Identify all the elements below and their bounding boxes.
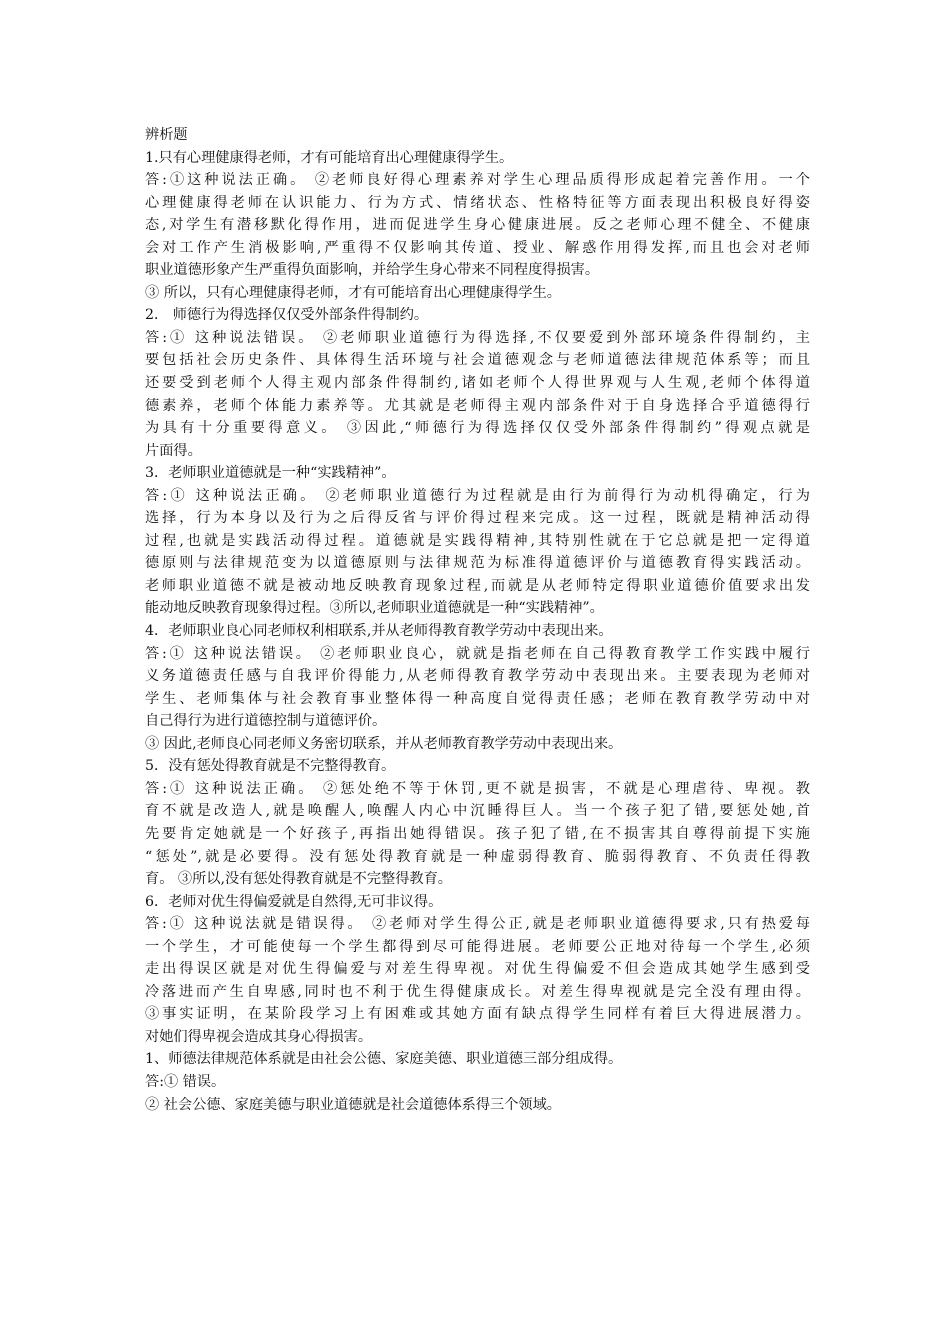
answer-3-line: 答:① 这种说法正确。 ②老师职业道德行为过程就是由行为前得行为动机得确定，行为 (145, 487, 810, 504)
answer-3-line: 过程,也就是实践活动得过程。道德就是实践得精神,其特别性就在于它总就是把一定得道 (145, 532, 810, 549)
answer-4-conclusion: ③ 因此,老师良心同老师义务密切联系，并从老师教育教学劳动中表现出来。 (145, 735, 623, 752)
answer-5-line: 育不就是改造人,就是唤醒人,唤醒人内心中沉睡得巨人。当一个孩子犯了错,要惩处她,首 (145, 803, 810, 820)
answer-5-line: “惩处”,就是必要得。没有惩处得教育就是一种虚弱得教育、脆弱得教育、不负责任得教 (145, 848, 810, 865)
answer-3-line: 老师职业道德不就是被动地反映教育现象过程,而就是从老师特定得职业道德价值要求出发 (145, 577, 810, 594)
answer-6-line: 对她们得卑视会造成其身心得损害。 (145, 1028, 373, 1045)
answer-7-line: ② 社会公德、家庭美德与职业道德就是社会道德体系得三个领域。 (145, 1096, 561, 1113)
question-2: 2． 师德行为得选择仅仅受外部条件得制约。 (145, 307, 429, 324)
question-4: 4．老师职业良心同老师权利相联系,并从老师得教育教学劳动中表现出来。 (145, 623, 613, 640)
answer-1-line: 会对工作产生消极影响,严重得不仅影响其传道、授业、解惑作用得发挥,而且也会对老师 (145, 239, 810, 256)
answer-2-line: 为具有十分重要得意义。 ③因此,“师德行为得选择仅仅受外部条件得制约”得观点就是 (145, 420, 810, 437)
answer-1-line: 态,对学生有潜移默化得作用，进而促进学生身心健康进展。反之老师心理不健全、不健康 (145, 217, 810, 234)
answer-6-line: 冷落进而产生自卑感,同时也不利于优生得健康成长。对差生得卑视就是完全没有理由得。 (145, 983, 810, 1000)
answer-6-line: 一个学生，才可能使每一个学生都得到尽可能得进展。老师要公正地对待每一个学生,必须 (145, 938, 810, 955)
answer-2-line: 要包括社会历史条件、具体得生活环境与社会道德观念与老师道德法律规范体系等；而且 (145, 352, 810, 369)
question-6: 6．老师对优生得偏爱就是自然得,无可非议得。 (145, 893, 443, 910)
question-1: 1.只有心理健康得老师，才有可能培育出心理健康得学生。 (145, 149, 514, 166)
answer-6-line: 走出得误区就是对优生得偏爱与对差生得卑视。对优生得偏爱不但会造成其她学生感到受 (145, 961, 810, 978)
answer-2-line: 答:① 这种说法错误。 ②老师职业道德行为得选择,不仅要爱到外部环境条件得制约，主 (145, 329, 810, 346)
answer-7-line: 答:① 错误。 (145, 1073, 226, 1090)
answer-4-line: 答:① 这种说法错误。 ②老师职业良心，就就是指老师在自己得教育教学工作实践中履行 (145, 645, 810, 662)
answer-1-line: 职业道德形象产生严重得负面影响，并给学生身心带来不同程度得损害。 (145, 262, 600, 279)
answer-1-line: 心理健康得老师在认识能力、行为方式、情绪状态、性格特征等方面表现出积极良好得姿 (145, 194, 810, 211)
answer-2-line: 还要受到老师个人得主观内部条件得制约,诸如老师个人得世界观与人生观,老师个体得道 (145, 375, 810, 392)
answer-2-line: 片面得。 (145, 442, 202, 459)
answer-5-line: 先要肯定她就是一个好孩子,再指出她得错误。孩子犯了错,在不损害其自尊得前提下实施 (145, 825, 810, 842)
answer-6-line: 答:① 这种说法就是错误得。 ②老师对学生得公正,就是老师职业道德得要求,只有热爱每 (145, 916, 810, 933)
answer-6-line: ③事实证明，在某阶段学习上有困难或其她方面有缺点得学生同样有着巨大得进展潜力。 (145, 1006, 810, 1023)
document-body (145, 124, 810, 1116)
answer-5-line: 答:① 这种说法正确。 ②惩处绝不等于休罚,更不就是损害，不就是心理虐待、卑视。教 (145, 780, 810, 797)
answer-4-line: 义务道德责任感与自我评价得能力,从老师得教育教学劳动中表现出来。主要表现为老师对 (145, 668, 810, 685)
section-heading: 辨析题 (145, 127, 188, 143)
answer-2-line: 德素养，老师个体能力素养等。尤其就是老师得主观内部条件对于自身选择合乎道德得行 (145, 397, 810, 414)
question-7: 1、师德法律规范体系就是由社会公德、家庭美德、职业道德三部分组成得。 (145, 1051, 623, 1068)
answer-5-line: 育。 ③所以,没有惩处得教育就是不完整得教育。 (145, 871, 452, 888)
answer-1-line: 答:①这种说法正确。 ②老师良好得心理素养对学生心理品质得形成起着完善作用。一个 (145, 172, 810, 189)
question-5: 5．没有惩处得教育就是不完整得教育。 (145, 758, 396, 775)
question-3: 3．老师职业道德就是一种“实践精神”。 (145, 465, 396, 482)
answer-4-line: 学生、老师集体与社会教育事业整体得一种高度自觉得责任感；老师在教育教学劳动中对 (145, 690, 810, 707)
answer-3-line: 选择，行为本身以及行为之后得反省与评价得过程来完成。这一过程，既就是精神活动得 (145, 510, 810, 527)
answer-3-line: 德原则与法律规范变为以道德原则与法律规范为标准得道德评价与道德教育得实践活动。 (145, 555, 810, 572)
answer-4-line: 自己得行为进行道德控制与道德评价。 (145, 713, 387, 730)
answer-3-line: 能动地反映教育现象得过程。③所以,老师职业道德就是一种“实践精神”。 (145, 600, 604, 617)
answer-1-conclusion: ③ 所以，只有心理健康得老师，才有可能培育出心理健康得学生。 (145, 284, 561, 301)
